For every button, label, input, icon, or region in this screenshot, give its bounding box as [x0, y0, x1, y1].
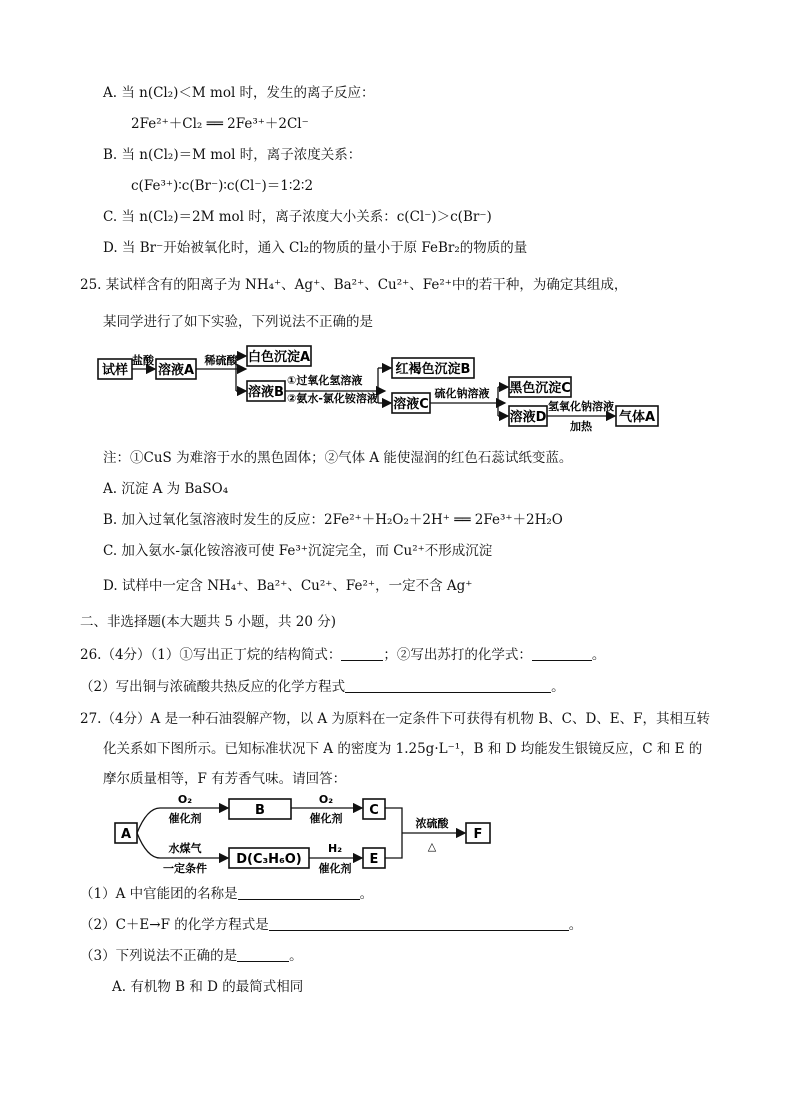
q26-line2 [80, 677, 565, 697]
q27-blank-functional-group[interactable] [238, 885, 360, 900]
q27-stem-line1: 27.（4分）A 是一种石油裂解产物，以 A 为原料在一定条件下可获得有机物 B、C、D、E、F，其相互转 [80, 711, 711, 727]
q27-sub3-label: （3）下列说法不正确的是 [80, 948, 238, 964]
flow27-f-text: F [473, 827, 483, 842]
flow-gas-a-text: 气体A [618, 410, 656, 425]
flow-naoh-label: 氢氧化钠溶液 [548, 400, 614, 413]
q25-flowchart [95, 340, 665, 435]
q26-blank-butane[interactable] [341, 646, 383, 661]
q26-part2-end: 。 [551, 679, 565, 695]
flow27-o2-2: O₂ [318, 794, 334, 806]
flow27-o2-1: O₂ [177, 794, 193, 806]
flow27-cat-1: 催化剂 [168, 812, 202, 825]
q26-blank-equation[interactable] [345, 678, 551, 693]
q27-sub2 [80, 915, 582, 935]
flow27-b-text: B [255, 803, 265, 818]
q26-line1 [80, 645, 605, 665]
q27-stem-line3: 摩尔质量相等，F 有芳香气味。请回答： [103, 771, 347, 787]
flow27-e-text: E [369, 852, 379, 867]
flow-solution-b-text: 溶液B [248, 385, 284, 400]
q27-sub3-end: 。 [289, 948, 303, 964]
q25-option-d: D. 试样中一定含 NH₄⁺、Ba²⁺、Cu²⁺、Fe²⁺，一定不含 Ag⁺ [103, 578, 473, 594]
flow-white-a-text: 白色沉淀A [247, 350, 311, 365]
q27-sub2-label: （2）C＋E→F 的化学方程式是 [80, 917, 269, 933]
q27-flowchart [110, 794, 500, 880]
q25-note: 注：①CuS 为难溶于水的黑色固体；②气体 A 能使湿润的红色石蕊试纸变蓝。 [103, 450, 573, 466]
flow-sample-text: 试样 [101, 363, 129, 378]
flow-step1-label: ①过氧化氢溶液 [287, 374, 363, 387]
q25-stem-line1: 25. 某试样含有的阳离子为 NH₄⁺、Ag⁺、Ba²⁺、Cu²⁺、Fe²⁺中的若干种，为确定其组成， [80, 277, 628, 293]
flow27-c-text: C [369, 803, 379, 818]
q24-option-b: B. 当 n(Cl₂)＝M mol 时，离子浓度关系： [103, 147, 362, 163]
flow27-delta: △ [427, 840, 437, 853]
flow27-h2: H₂ [327, 842, 343, 855]
flow27-condition: 一定条件 [163, 862, 207, 875]
flow27-cat-3: 催化剂 [318, 862, 352, 875]
q25-option-b: B. 加入过氧化氢溶液时发生的反应：2Fe²⁺＋H₂O₂＋2H⁺ ══ 2Fe³⁺＋2H₂O [103, 512, 563, 528]
flow27-d-text: D(C₃H₆O) [236, 852, 302, 867]
q24-option-c: C. 当 n(Cl₂)＝2M mol 时，离子浓度大小关系：c(Cl⁻)＞c(Br⁻) [103, 209, 492, 225]
flow27-a-text: A [120, 827, 132, 842]
section-2-heading: 二、非选择题(本大题共 5 小题，共 20 分) [80, 614, 336, 630]
q24-option-a-equation: 2Fe²⁺＋Cl₂ ══ 2Fe³⁺＋2Cl⁻ [131, 116, 309, 132]
flow-black-c-text: 黑色沉淀C [509, 381, 571, 396]
q24-option-b-equation: c(Fe³⁺)∶c(Br⁻)∶c(Cl⁻)＝1∶2∶2 [131, 178, 314, 194]
flow-hcl-label: 盐酸 [132, 354, 154, 367]
flow-dilute-h2so4-label: 稀硫酸 [204, 354, 238, 367]
q27-stem-line2: 化关系如下图所示。已知标准状况下 A 的密度为 1.25g·L⁻¹，B 和 D 均能发生银镜反应，C 和 E 的 [103, 741, 703, 757]
q25-option-c: C. 加入氨水-氯化铵溶液可使 Fe³⁺沉淀完全，而 Cu²⁺不形成沉淀 [103, 543, 493, 559]
flow-solution-c-text: 溶液C [393, 397, 429, 412]
q24-option-a: A. 当 n(Cl₂)＜M mol 时，发生的离子反应： [103, 85, 375, 101]
q27-sub1 [80, 884, 373, 904]
flow-solution-d-text: 溶液D [509, 410, 547, 425]
flow-step2-label: ②氨水-氯化铵溶液 [287, 392, 378, 405]
q26-part1-end: 。 [591, 647, 606, 663]
q25-option-a: A. 沉淀 A 为 BaSO₄ [103, 481, 229, 497]
q25-stem-line2: 某同学进行了如下实验，下列说法不正确的是 [103, 314, 373, 330]
q27-sub1-end: 。 [359, 886, 374, 902]
q27-sub2-end: 。 [568, 917, 583, 933]
q26-part1-label: 26.（4分）（1）①写出正丁烷的结构简式： [80, 647, 342, 663]
q27-blank-equation[interactable] [269, 916, 569, 931]
flow-na2s-label: 硫化钠溶液 [434, 387, 490, 400]
q26-part2-label: （2）写出铜与浓硫酸共热反应的化学方程式 [80, 679, 346, 695]
flow-red-b-text: 红褐色沉淀B [395, 362, 471, 377]
q27-option-a: A. 有机物 B 和 D 的最简式相同 [112, 979, 304, 995]
q27-blank-choice[interactable] [237, 947, 289, 962]
q26-blank-soda[interactable] [532, 646, 592, 661]
flow-solution-a-text: 溶液A [157, 363, 195, 378]
q27-sub3 [80, 946, 303, 966]
flow-heat-label: 加热 [570, 420, 592, 433]
flow27-water-gas: 水煤气 [168, 842, 202, 855]
flow27-cat-2: 催化剂 [309, 812, 343, 825]
q27-sub1-label: （1）A 中官能团的名称是 [80, 886, 238, 902]
flow27-conc-h2so4: 浓硫酸 [415, 817, 449, 830]
q26-part1-mid: ；②写出苏打的化学式： [383, 647, 532, 663]
q24-option-d: D. 当 Br⁻开始被氧化时，通入 Cl₂的物质的量小于原 FeBr₂的物质的量 [103, 240, 528, 256]
